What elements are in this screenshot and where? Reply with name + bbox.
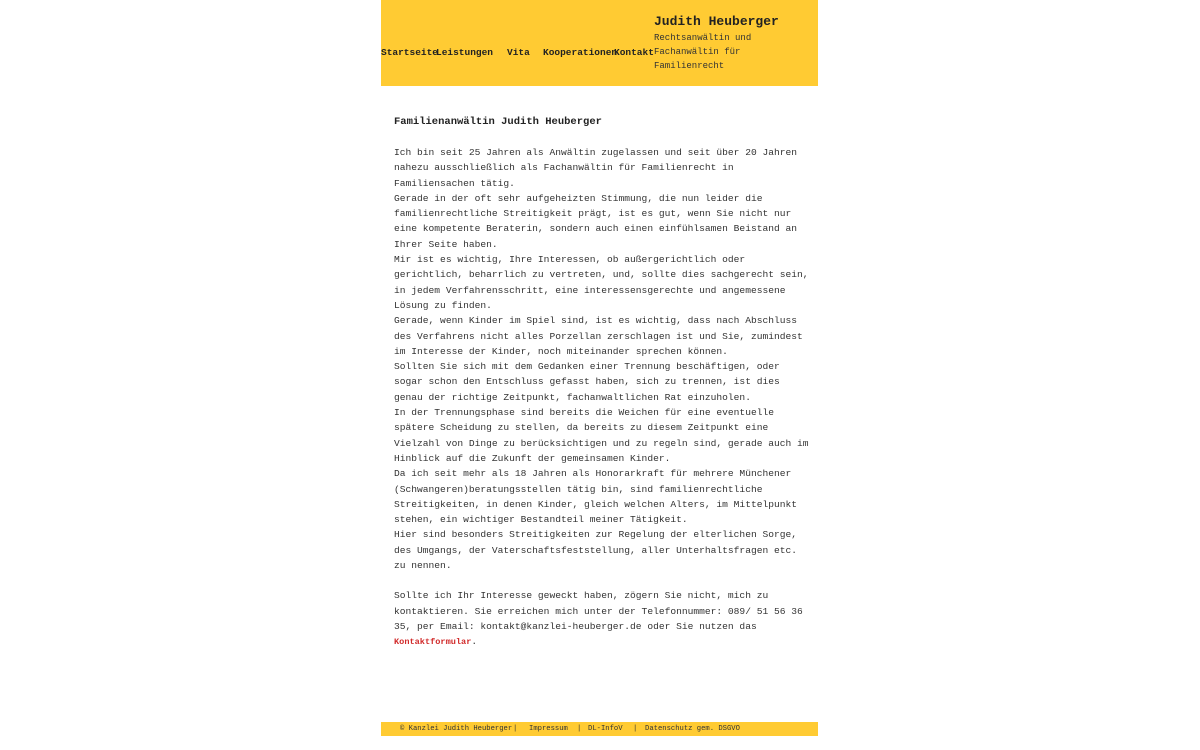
site-subtitle bbox=[654, 31, 779, 73]
paragraph: Gerade in der oft sehr aufgeheizten Stimmung, die nun leider die familienrechtliche Streitigkeit prägt, ist es gut, wenn Sie nicht nur eine kompetente Beraterin, sondern auch einen einfühlsamen Beistand an Ihrer Seite haben. bbox=[394, 192, 798, 250]
footer bbox=[381, 722, 818, 736]
subtitle-line: Rechtsanwältin und bbox=[654, 33, 752, 43]
paragraph: In der Trennungsphase sind bereits die Weichen für eine eventuelle spätere Scheidung zu stellen, da bereits zu diesem Zeitpunkt eine Vielzahl von Dinge zu berücksichtigen und zu regeln sind, gerade auch im Hinblick auf die Zukunft der gemeinsamen Kinder. bbox=[394, 407, 809, 464]
nav-kooperationen[interactable]: Kooperationen bbox=[543, 47, 618, 58]
nav-vita[interactable]: Vita bbox=[507, 47, 530, 58]
contact-form-link[interactable]: Kontaktformular bbox=[394, 637, 472, 648]
footer-separator: | bbox=[633, 725, 638, 733]
page-wrapper bbox=[381, 0, 818, 750]
nav-leistungen[interactable]: Leistungen bbox=[436, 47, 494, 58]
paragraph: Gerade, wenn Kinder im Spiel sind, ist es wichtig, dass nach Abschluss des Verfahrens nicht alles Porzellan zerschlagen ist und Sie, zumindest im Interesse der Kinder, noch miteinander sprechen können. bbox=[394, 315, 803, 357]
footer-dl-infov-link[interactable]: DL-InfoV bbox=[588, 725, 623, 733]
header bbox=[381, 0, 818, 86]
main-content bbox=[394, 115, 814, 651]
contact-text: Sollte ich Ihr Interesse geweckt haben, zögern Sie nicht, mich zu kontaktieren. Sie erreichen mich unter der Telefonnummer: 089/ 51 56 36 35, per Email: kontakt@kanzlei-heuberger.de oder Sie nutzen das bbox=[394, 590, 803, 632]
nav-kontakt[interactable]: Kontakt bbox=[614, 47, 654, 58]
paragraph: Mir ist es wichtig, Ihre Interessen, ob außergerichtlich oder gerichtlich, beharrlich zu vertreten, und, sollte dies sachgerecht sein, in jedem Verfahrensschritt, eine interessensgerechte und angemessene Lösung zu finden. bbox=[394, 254, 809, 311]
nav-startseite[interactable]: Startseite bbox=[381, 47, 439, 58]
page-heading: Familienanwältin Judith Heuberger bbox=[394, 116, 602, 128]
brand bbox=[654, 13, 779, 73]
contact-end: . bbox=[471, 636, 478, 648]
subtitle-line: Familienrecht bbox=[654, 61, 725, 71]
paragraph: Ich bin seit 25 Jahren als Anwältin zugelassen und seit über 20 Jahren nahezu ausschließlich als Fachanwältin für Familienrecht in Familiensachen tätig. bbox=[394, 147, 798, 189]
paragraph: Da ich seit mehr als 18 Jahren als Honorarkraft für mehrere Münchener (Schwangeren)beratungsstellen tätig bin, sind familienrechtliche Streitigkeiten, in denen Kinder, gleich welchen Alters, im Mittelpunkt stehen, ein wichtiger Bestandteil meiner Tätigkeit. bbox=[394, 468, 798, 526]
footer-separator: | bbox=[513, 725, 518, 733]
contact-paragraph bbox=[394, 588, 814, 650]
footer-impressum-link[interactable]: Impressum bbox=[529, 725, 568, 733]
footer-separator: | bbox=[577, 725, 582, 733]
footer-datenschutz-link[interactable]: Datenschutz gem. DSGVO bbox=[645, 725, 740, 733]
paragraph: Sollten Sie sich mit dem Gedanken einer Trennung beschäftigen, oder sogar schon den Entschluss gefasst haben, sich zu trennen, ist dies genau der richtige Zeitpunkt, fachanwaltlichen Rat einzuholen. bbox=[394, 361, 780, 403]
site-title[interactable]: Judith Heuberger bbox=[654, 14, 779, 29]
paragraph: Hier sind besonders Streitigkeiten zur Regelung der elterlichen Sorge, des Umgangs, der Vaterschaftsfeststellung, aller Unterhaltsfragen etc. zu nennen. bbox=[394, 529, 798, 572]
footer-copyright: © Kanzlei Judith Heuberger bbox=[400, 725, 513, 733]
subtitle-line: Fachanwältin für bbox=[654, 47, 741, 57]
